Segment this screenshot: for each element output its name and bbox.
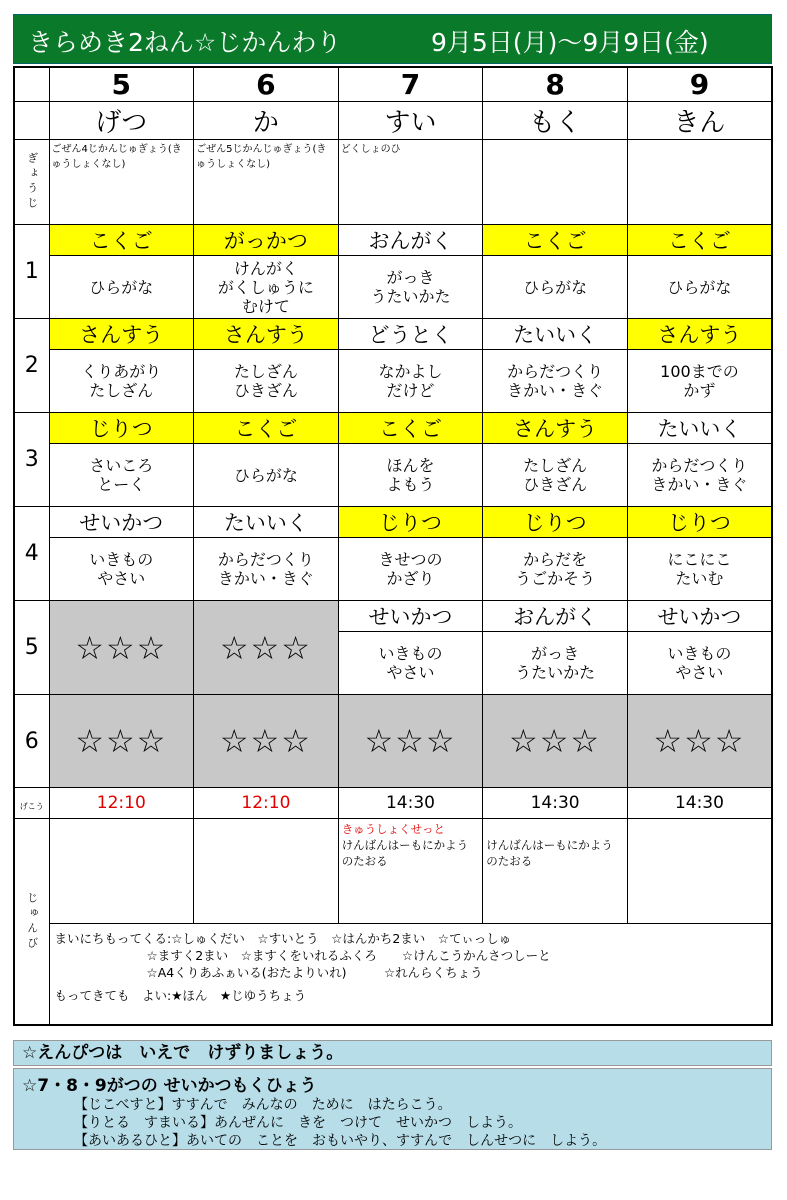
topic-line: いきもの bbox=[378, 644, 443, 663]
topic-line: さいころ bbox=[89, 456, 154, 475]
topic-cell bbox=[49, 538, 194, 601]
topic-cell bbox=[483, 350, 628, 413]
topic-line: がっき bbox=[386, 268, 435, 287]
event-cell bbox=[483, 140, 628, 225]
dismissal-time: 12:10 bbox=[194, 788, 339, 819]
bring-line-2: ☆ますく2まい ☆ますくをいれるふくろ ☆けんこうかんさつしーと bbox=[146, 948, 551, 963]
topic-cell bbox=[49, 350, 194, 413]
topic-cell bbox=[483, 538, 628, 601]
subject-cell: たいいく bbox=[194, 507, 339, 538]
page-title: きらめき2ねん☆じかんわり bbox=[28, 28, 342, 57]
day-name: か bbox=[194, 102, 339, 140]
topic-line: やさい bbox=[386, 663, 435, 682]
day-number: 5 bbox=[49, 67, 194, 102]
corner-cell bbox=[14, 102, 49, 140]
topic-cell bbox=[194, 444, 339, 507]
day-name: きん bbox=[627, 102, 772, 140]
subject-cell: こくご bbox=[338, 413, 483, 444]
prep-cell: けんばんはーもにかようのたおる bbox=[483, 819, 628, 924]
topic-line: やさい bbox=[97, 569, 146, 588]
event-cell: ごぜん4じかんじゅぎょう(きゅうしょくなし) bbox=[49, 140, 194, 225]
topic-line: きかい・きぐ bbox=[651, 475, 748, 494]
subject-cell: じりつ bbox=[338, 507, 483, 538]
day-name: げつ bbox=[49, 102, 194, 140]
period-label: 4 bbox=[14, 507, 49, 601]
bring-line-1: まいにちもってくる:☆しゅくだい ☆すいとう ☆はんかち2まい ☆てぃっしゅ bbox=[54, 931, 512, 946]
subject-cell: せいかつ bbox=[49, 507, 194, 538]
day-number: 6 bbox=[194, 67, 339, 102]
topic-cell bbox=[49, 256, 194, 319]
gyoji-label-cell bbox=[14, 140, 49, 225]
goal-3: 【あいあるひと】あいての ことを おもいやり、すすんで しんせつに しよう。 bbox=[74, 1133, 607, 1149]
period-label: 2 bbox=[14, 319, 49, 413]
topic-line: いきもの bbox=[667, 644, 732, 663]
topic-line: かざり bbox=[386, 569, 435, 588]
topic-cell bbox=[338, 256, 483, 319]
goals-title: ☆7・8・9がつの せいかつもくひょう bbox=[22, 1076, 317, 1096]
topic-cell bbox=[627, 538, 772, 601]
prep-cell bbox=[194, 819, 339, 924]
topic-cell bbox=[194, 538, 339, 601]
topic-cell bbox=[338, 632, 483, 695]
subject-cell: おんがく bbox=[338, 225, 483, 256]
topic-cell bbox=[194, 256, 339, 319]
life-goals bbox=[13, 1068, 772, 1150]
subject-cell: こくご bbox=[483, 225, 628, 256]
star-cell: ☆☆☆ bbox=[49, 695, 194, 788]
event-cell: ごぜん5じかんじゅぎょう(きゅうしょくなし) bbox=[194, 140, 339, 225]
dismissal-time: 14:30 bbox=[627, 788, 772, 819]
topic-line: くりあがり bbox=[81, 362, 162, 381]
star-cell: ☆☆☆ bbox=[194, 601, 339, 695]
topic-line: ひらがな bbox=[523, 277, 588, 297]
subject-cell: さんすう bbox=[483, 413, 628, 444]
topic-line: にこにこ bbox=[667, 550, 732, 569]
star-cell: ☆☆☆ bbox=[483, 695, 628, 788]
timetable bbox=[13, 66, 773, 1026]
subject-cell: さんすう bbox=[627, 319, 772, 350]
topic-line: だけど bbox=[386, 381, 435, 400]
gyoji-label: ぎょうじ bbox=[25, 152, 39, 212]
goal-1: 【じこべすと】すすんで みんなの ために はたらこう。 bbox=[74, 1097, 452, 1113]
topic-line: がくしゅうに bbox=[217, 277, 314, 297]
prep-cell: きゅうしょくせっと けんばんはーもにかようのたおる bbox=[338, 819, 483, 924]
topic-line: うたいかた bbox=[370, 287, 451, 306]
topic-cell bbox=[627, 350, 772, 413]
star-cell: ☆☆☆ bbox=[194, 695, 339, 788]
topic-cell bbox=[338, 350, 483, 413]
topic-cell bbox=[627, 444, 772, 507]
day-number: 9 bbox=[627, 67, 772, 102]
topic-line: ほんを bbox=[386, 456, 435, 475]
event-cell: どくしょのひ bbox=[338, 140, 483, 225]
bring-items bbox=[49, 924, 772, 1026]
bring-line-3: ☆A4くりあふぁいる(おたよりいれ) ☆れんらくちょう bbox=[146, 965, 483, 980]
subject-cell: こくご bbox=[49, 225, 194, 256]
dismissal-time: 12:10 bbox=[49, 788, 194, 819]
topic-line: 100までの bbox=[660, 362, 739, 381]
topic-cell bbox=[49, 444, 194, 507]
day-number: 8 bbox=[483, 67, 628, 102]
topic-line: ひらがな bbox=[667, 277, 732, 297]
subject-cell: じりつ bbox=[483, 507, 628, 538]
topic-line: からだつくり bbox=[507, 362, 604, 381]
junbi-label-cell bbox=[14, 819, 49, 1026]
period-label: 1 bbox=[14, 225, 49, 319]
goal-2: 【りとる すまいる】あんぜんに きを つけて せいかつ しよう。 bbox=[74, 1115, 522, 1131]
topic-line: ひきざん bbox=[233, 381, 298, 400]
topic-line: ひらがな bbox=[233, 465, 298, 485]
subject-cell: さんすう bbox=[194, 319, 339, 350]
star-cell: ☆☆☆ bbox=[627, 695, 772, 788]
period-label: 6 bbox=[14, 695, 49, 788]
topic-line: けんがく bbox=[233, 258, 298, 278]
subject-cell: じりつ bbox=[627, 507, 772, 538]
topic-line: からだつくり bbox=[651, 456, 748, 475]
dismissal-time: 14:30 bbox=[483, 788, 628, 819]
junbi-label: じゅんび bbox=[25, 891, 39, 952]
subject-cell: じりつ bbox=[49, 413, 194, 444]
topic-line: たしざん bbox=[89, 381, 154, 400]
topic-line: がっき bbox=[531, 644, 580, 663]
topic-line: むけて bbox=[241, 296, 290, 316]
topic-line: きかい・きぐ bbox=[217, 569, 314, 588]
subject-cell: こくご bbox=[627, 225, 772, 256]
topic-line: きかい・きぐ bbox=[507, 381, 604, 400]
subject-cell: こくご bbox=[194, 413, 339, 444]
subject-cell: たいいく bbox=[483, 319, 628, 350]
corner-cell bbox=[14, 67, 49, 102]
page-header bbox=[13, 14, 772, 64]
star-cell: ☆☆☆ bbox=[49, 601, 194, 695]
topic-cell bbox=[338, 444, 483, 507]
subject-cell: たいいく bbox=[627, 413, 772, 444]
day-number: 7 bbox=[338, 67, 483, 102]
event-cell bbox=[627, 140, 772, 225]
date-range: 9月5日(月)～9月9日(金) bbox=[431, 28, 709, 57]
day-name: すい bbox=[338, 102, 483, 140]
subject-cell: さんすう bbox=[49, 319, 194, 350]
bring-line-4: もってきても よい:★ほん ★じゆうちょう bbox=[54, 988, 307, 1003]
subject-cell: おんがく bbox=[483, 601, 628, 632]
gekou-label: げこう bbox=[14, 788, 49, 819]
day-name: もく bbox=[483, 102, 628, 140]
subject-cell: せいかつ bbox=[627, 601, 772, 632]
topic-line: とーく bbox=[97, 475, 146, 494]
topic-cell bbox=[194, 350, 339, 413]
topic-line: いきもの bbox=[89, 550, 154, 569]
pencil-note: ☆えんぴつは いえで けずりましょう。 bbox=[13, 1040, 772, 1066]
topic-line: たいむ bbox=[675, 569, 724, 588]
topic-cell bbox=[627, 632, 772, 695]
topic-line: ひきざん bbox=[523, 475, 588, 494]
topic-line: うたいかた bbox=[515, 663, 596, 682]
topic-line: きせつの bbox=[378, 550, 443, 569]
topic-line: からだつくり bbox=[217, 550, 314, 569]
topic-line: ひらがな bbox=[89, 277, 154, 297]
topic-line: からだを bbox=[523, 550, 588, 569]
dismissal-time: 14:30 bbox=[338, 788, 483, 819]
prep-cell bbox=[627, 819, 772, 924]
topic-cell bbox=[483, 444, 628, 507]
topic-line: うごかそう bbox=[515, 569, 596, 588]
topic-line: やさい bbox=[675, 663, 724, 682]
topic-line: たしざん bbox=[523, 456, 588, 475]
topic-line: かず bbox=[683, 381, 716, 400]
subject-cell: がっかつ bbox=[194, 225, 339, 256]
topic-cell bbox=[483, 632, 628, 695]
topic-line: よもう bbox=[386, 475, 435, 494]
topic-cell bbox=[483, 256, 628, 319]
topic-line: なかよし bbox=[378, 362, 443, 381]
subject-cell: どうとく bbox=[338, 319, 483, 350]
period-label: 3 bbox=[14, 413, 49, 507]
topic-cell bbox=[338, 538, 483, 601]
prep-cell bbox=[49, 819, 194, 924]
subject-cell: せいかつ bbox=[338, 601, 483, 632]
topic-line: たしざん bbox=[233, 362, 298, 381]
period-label: 5 bbox=[14, 601, 49, 695]
topic-cell bbox=[627, 256, 772, 319]
star-cell: ☆☆☆ bbox=[338, 695, 483, 788]
